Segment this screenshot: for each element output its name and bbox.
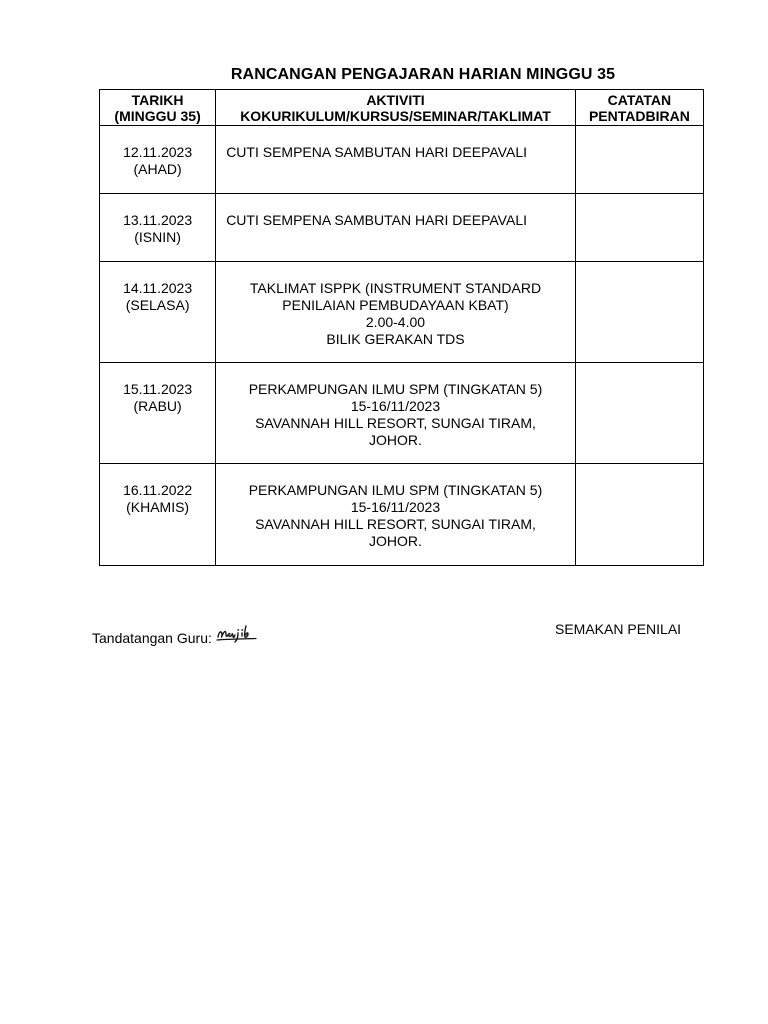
row-activity-line: PERKAMPUNGAN ILMU SPM (TINGKATAN 5) — [248, 482, 543, 498]
row-activity-cell — [216, 363, 576, 464]
row-date-cell — [100, 363, 216, 464]
header-notes-line-1: CATATAN — [607, 91, 672, 108]
row-activity-line: PENILAIAN PEMBUDAYAAN KBAT) — [282, 297, 509, 313]
row-day: (ISNIN) — [134, 229, 181, 245]
handwritten-signature — [216, 622, 260, 647]
lesson-plan-table — [99, 89, 704, 566]
row-activity-line: SAVANNAH HILL RESORT, SUNGAI TIRAM, — [255, 516, 536, 532]
row-activity-cell — [216, 126, 576, 194]
row-activity-cell — [216, 194, 576, 262]
row-activity-line: JOHOR. — [369, 533, 422, 549]
row-day: (RABU) — [133, 398, 182, 414]
row-day: (SELASA) — [125, 297, 190, 313]
row-date: 14.11.2023 — [123, 280, 193, 296]
row-date-cell — [100, 194, 216, 262]
header-activity-line-2: KOKURIKULUM/KURSUS/SEMINAR/TAKLIMAT — [240, 107, 551, 124]
row-activity-line: PERKAMPUNGAN ILMU SPM (TINGKATAN 5) — [248, 381, 543, 397]
teacher-signature-block — [92, 621, 260, 646]
row-activity-line: 2.00-4.00 — [365, 314, 426, 330]
row-date-cell — [100, 262, 216, 363]
row-date: 12.11.2023 — [123, 144, 193, 160]
row-date: 15.11.2023 — [123, 381, 193, 397]
assessor-signature-label: SEMAKAN PENILAI — [555, 621, 682, 637]
row-activity-line: SAVANNAH HILL RESORT, SUNGAI TIRAM, — [255, 415, 536, 431]
header-notes-line-2: PENTADBIRAN — [588, 107, 690, 124]
row-notes-cell — [575, 126, 703, 194]
table-row — [100, 262, 704, 363]
row-notes-cell — [575, 363, 703, 464]
signature-drawing — [216, 622, 260, 644]
table-row — [100, 464, 704, 566]
row-notes-cell — [575, 464, 703, 566]
row-activity-line: 15-16/11/2023 — [350, 499, 441, 515]
row-activity-cell — [216, 262, 576, 363]
row-activity-line: JOHOR. — [369, 432, 422, 448]
row-notes-cell — [575, 262, 703, 363]
row-activity-line: CUTI SEMPENA SAMBUTAN HARI DEEPAVALI — [226, 212, 527, 228]
page-title-text: RANCANGAN PENGAJARAN HARIAN MINGGU 35 — [230, 66, 616, 83]
row-activity-cell — [216, 464, 576, 566]
table-row — [100, 194, 704, 262]
table-header-row — [100, 90, 704, 126]
row-activity-line: 15-16/11/2023 — [350, 398, 441, 414]
row-activity-line: TAKLIMAT ISPPK (INSTRUMENT STANDARD — [249, 280, 542, 296]
row-date-cell — [100, 126, 216, 194]
row-date-cell — [100, 464, 216, 566]
row-day: (AHAD) — [133, 161, 182, 177]
row-notes-cell — [575, 194, 703, 262]
row-activity-line: CUTI SEMPENA SAMBUTAN HARI DEEPAVALI — [226, 144, 527, 160]
row-activity-line: BILIK GERAKAN TDS — [326, 331, 465, 347]
row-date: 13.11.2023 — [123, 212, 193, 228]
header-date-line-2: (MINGGU 35) — [114, 107, 201, 124]
header-notes — [575, 90, 703, 126]
header-date-line-1: TARIKH — [131, 91, 184, 108]
table-row — [100, 363, 704, 464]
header-date — [100, 90, 216, 126]
teacher-signature-label: Tandatangan Guru: — [92, 630, 212, 646]
header-activity — [216, 90, 576, 126]
table-row — [100, 126, 704, 194]
row-date: 16.11.2022 — [123, 482, 193, 498]
header-activity-line-1: AKTIVITI — [366, 91, 425, 108]
row-day: (KHAMIS) — [126, 499, 190, 515]
page-title — [0, 66, 768, 84]
